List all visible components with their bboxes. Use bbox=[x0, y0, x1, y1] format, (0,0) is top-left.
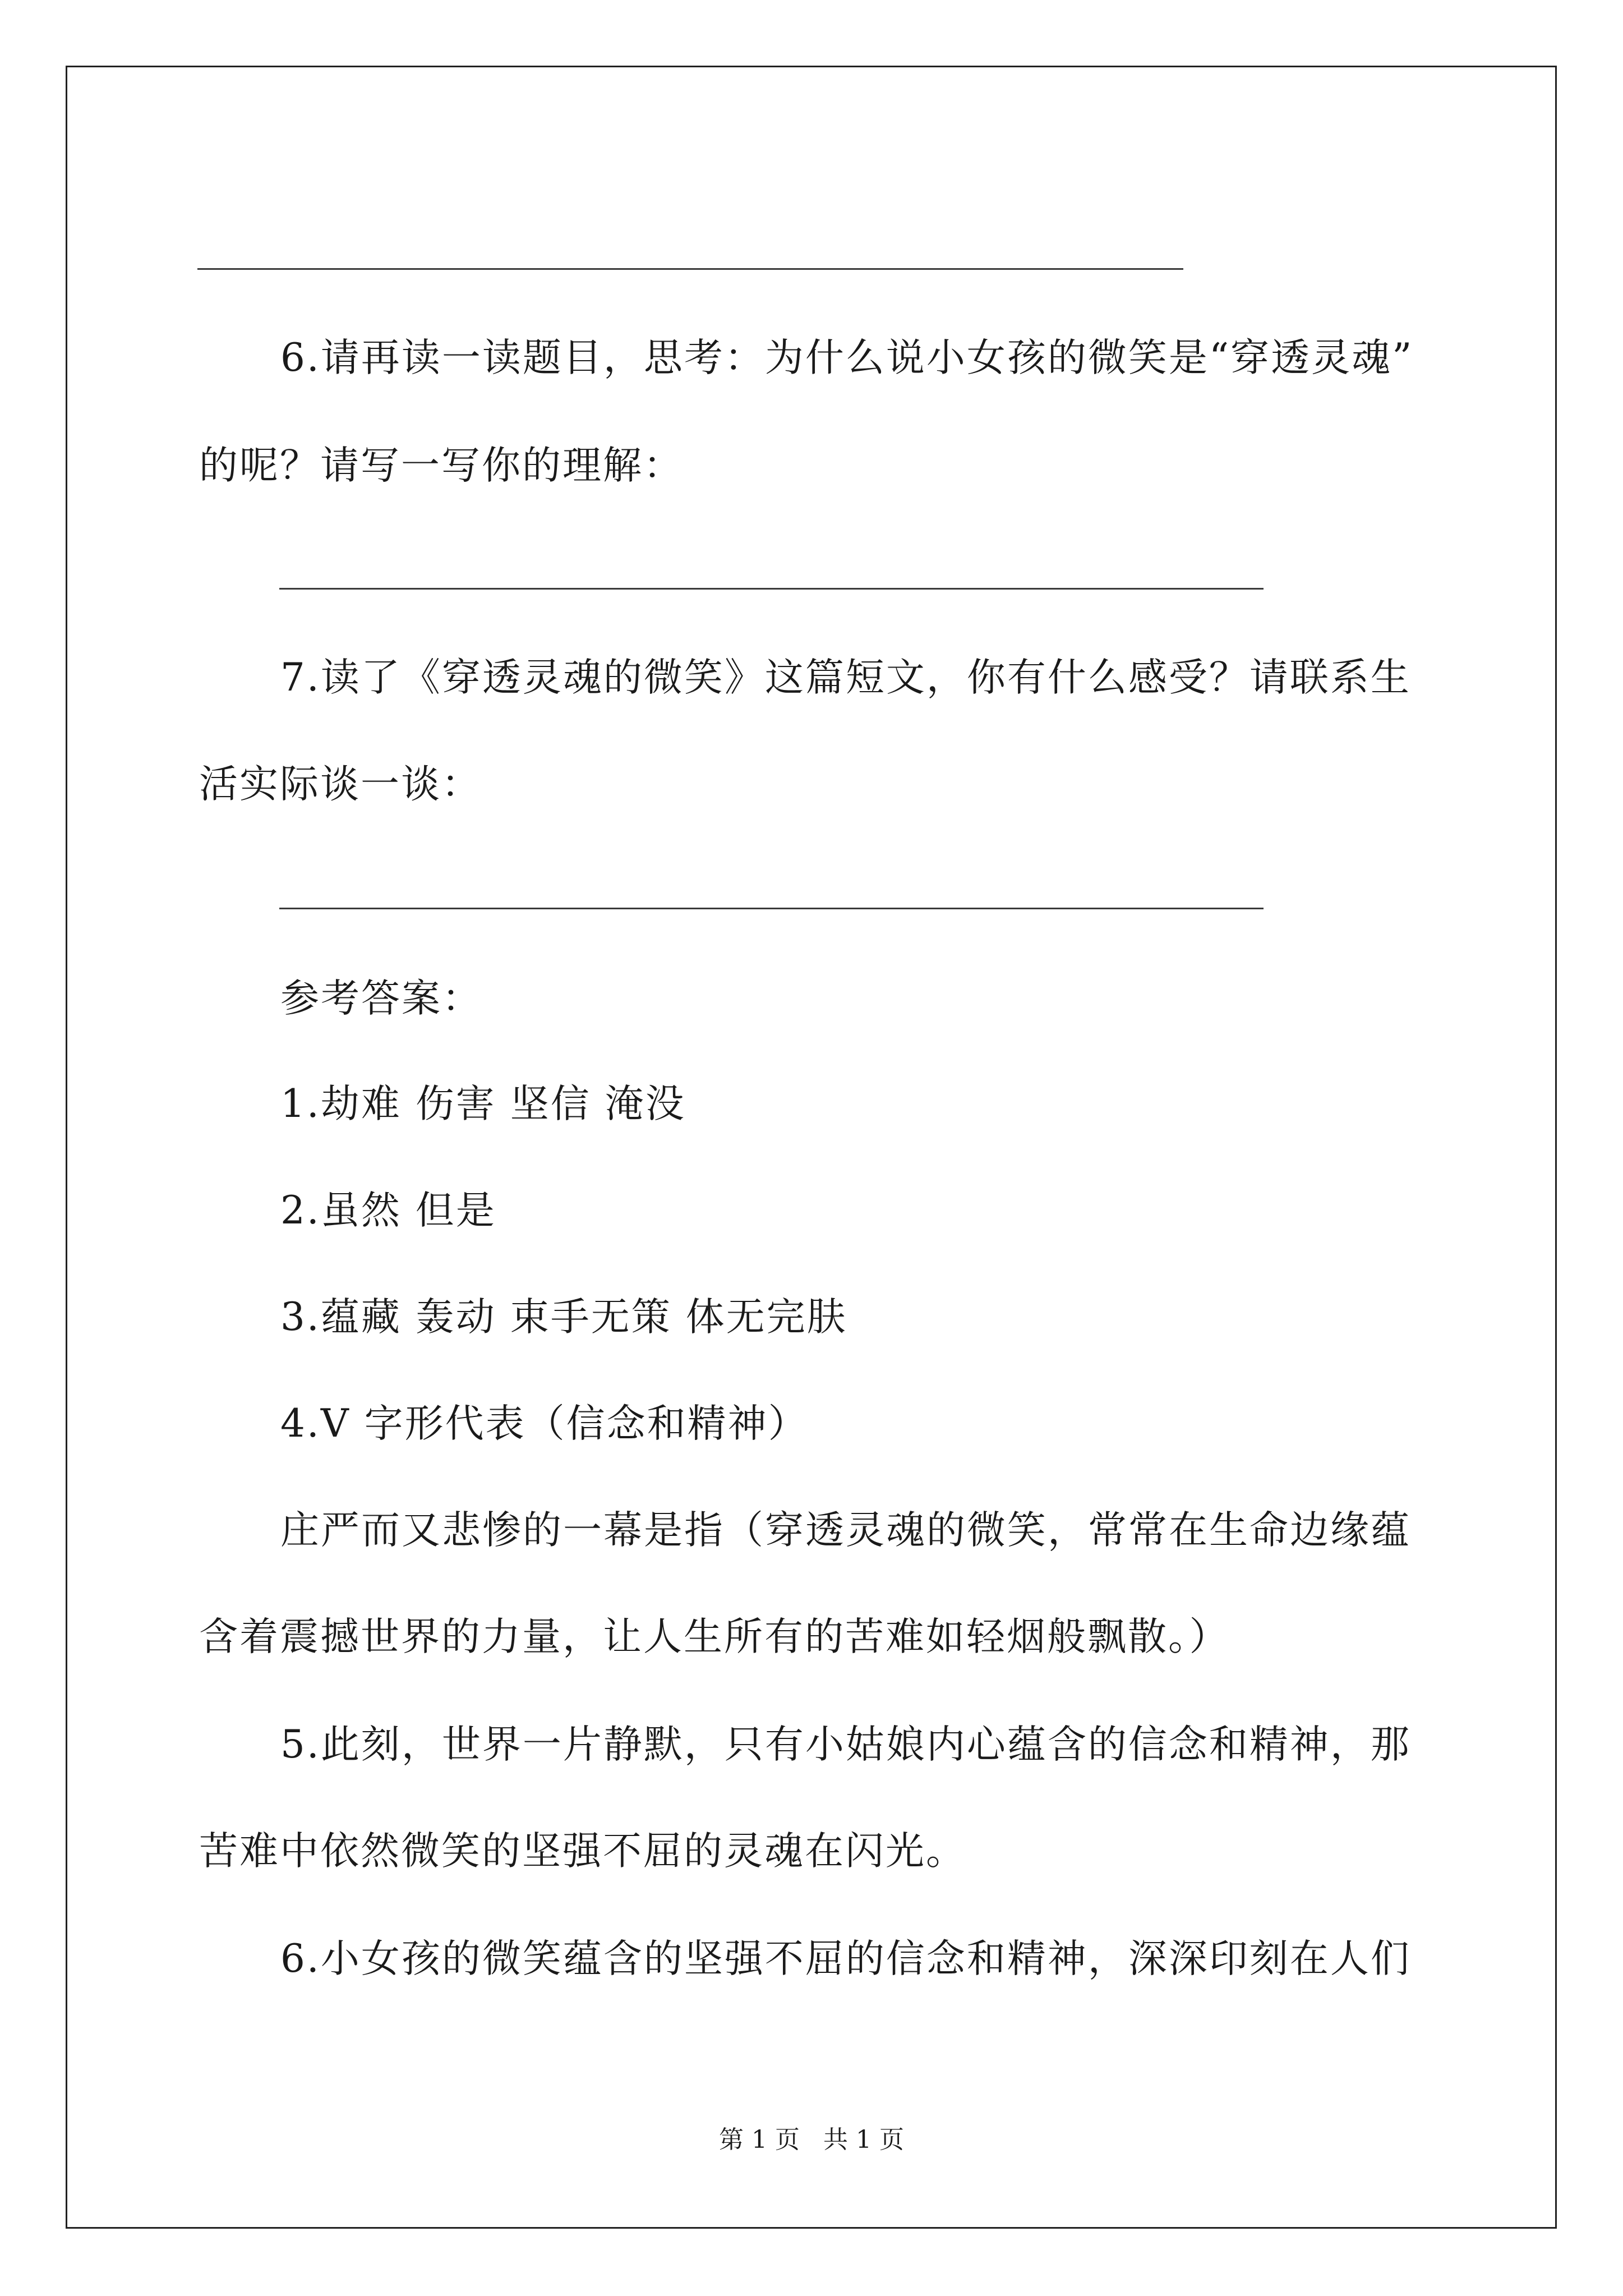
answers-heading: 参考答案： bbox=[280, 976, 482, 1021]
page-border bbox=[66, 66, 1557, 2229]
question-6-line-1: 6.请再读一读题目，思考：为什么说小女孩的微笑是“穿透灵魂” bbox=[280, 335, 1414, 380]
answer-3: 3.蕴藏 轰动 束手无策 体无完肤 bbox=[280, 1295, 847, 1340]
answer-blank-line bbox=[197, 268, 1183, 270]
answer-6-line-1: 6.小女孩的微笑蕴含的坚强不屈的信念和精神，深深印刻在人们 bbox=[280, 1936, 1411, 1981]
question-7-line-1: 7.读了《穿透灵魂的微笑》这篇短文，你有什么感受？请联系生 bbox=[280, 655, 1411, 700]
answer-5-line-1: 5.此刻，世界一片静默，只有小姑娘内心蕴含的信念和精神，那 bbox=[280, 1722, 1411, 1767]
answer-5-line-2: 苦难中依然微笑的坚强不屈的灵魂在闪光。 bbox=[199, 1829, 966, 1874]
answer-4b-line-2: 含着震撼世界的力量，让人生所有的苦难如轻烟般飘散。） bbox=[199, 1614, 1230, 1659]
answer-4b-line-1: 庄严而又悲惨的一幕是指（穿透灵魂的微笑，常常在生命边缘蕴 bbox=[280, 1508, 1411, 1553]
answer-1: 1.劫难 伤害 坚信 淹没 bbox=[280, 1082, 686, 1126]
page-number-footer: 第 1 页 共 1 页 bbox=[719, 2125, 904, 2154]
answer-blank-line bbox=[279, 908, 1264, 909]
question-7-line-2: 活实际谈一谈： bbox=[199, 762, 482, 807]
answer-2: 2.虽然 但是 bbox=[280, 1188, 496, 1233]
question-6-line-2: 的呢？请写一写你的理解： bbox=[199, 443, 684, 488]
answer-blank-line bbox=[279, 588, 1264, 590]
answer-4: 4.V 字形代表（信念和精神） bbox=[280, 1401, 809, 1446]
